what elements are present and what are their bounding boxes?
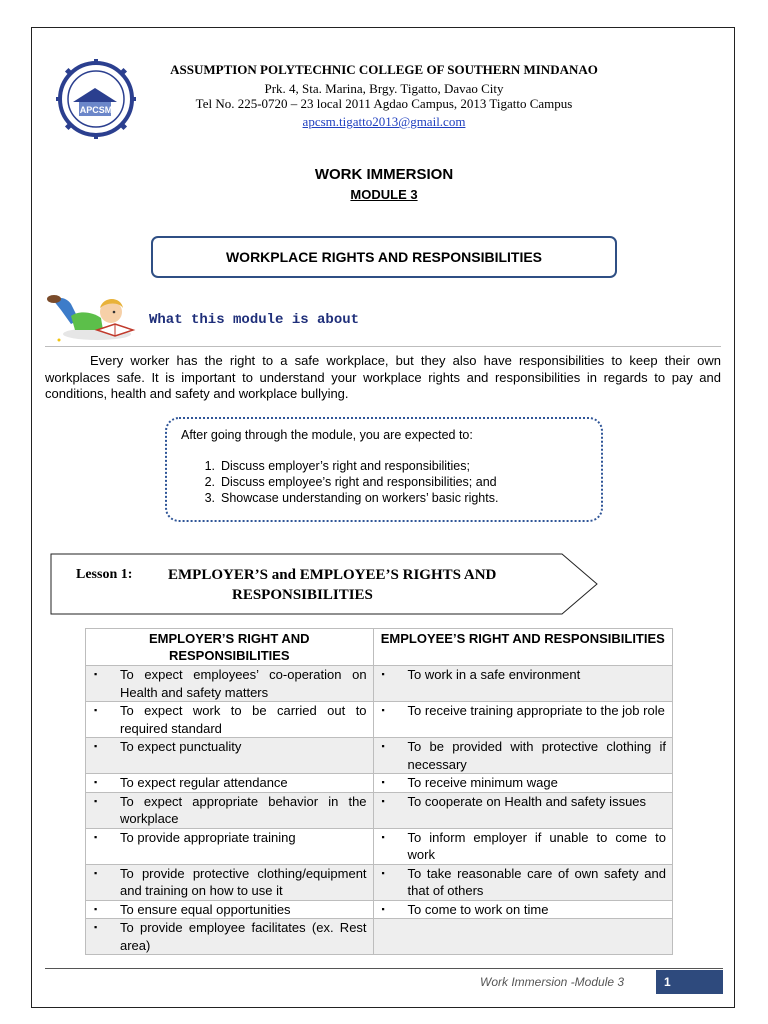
employee-cell [373,864,672,900]
employee-item-text: To come to work on time [407,901,549,917]
table-row [86,900,673,919]
employee-item-text: To receive training appropriate to the job role [407,703,665,718]
bullet-icon: ▪ [381,705,385,715]
table-row [86,666,673,702]
bullet-icon: ▪ [381,669,385,679]
module-about-heading: What this module is about [149,312,360,328]
objectives-intro: After going through the module, you are expected to: [181,428,473,442]
reading-child-illustration [45,290,145,346]
employee-item-text: To receive minimum wage [407,775,558,790]
objective-item: 2. Discuss employee’s right and responsibilities; and [204,475,497,489]
table-row [86,864,673,900]
table-row [86,774,673,793]
school-address: Prk. 4, Sta. Marina, Brgy. Tigatto, Davao City [264,81,504,96]
employee-item-text: To be provided with protective clothing if necessary [407,739,666,772]
employer-item-text: To ensure equal opportunities [120,901,291,917]
employee-item-text: To inform employer if unable to come to work [407,829,666,862]
employee-cell [373,702,672,738]
logo-text: APCSM [79,105,113,115]
table-row [86,828,673,864]
table-row [86,919,673,955]
employer-item-text: To expect regular attendance [120,775,288,790]
school-name: ASSUMPTION POLYTECHNIC COLLEGE OF SOUTHERN MINDANAO [170,62,598,77]
employee-cell [373,666,672,702]
employee-cell [373,900,672,919]
school-telephone: Tel No. 225-0720 – 23 local 2011 Agdao Campus, 2013 Tigatto Campus [195,96,573,111]
bullet-icon: ▪ [381,903,385,914]
bullet-icon: ▪ [94,922,98,932]
employer-item-text: To expect punctuality [120,739,242,754]
employee-item-text: To work in a safe environment [407,667,581,682]
lesson-title: EMPLOYER’S and EMPLOYEE’S RIGHTS AND RESPONSIBILITIES [168,567,497,603]
employer-cell [86,774,374,793]
employer-cell [86,666,374,702]
module-number: MODULE 3 [350,187,418,202]
lesson-number: Lesson 1: [76,567,133,582]
employee-cell [373,792,672,828]
bullet-icon: ▪ [381,741,385,751]
bullet-icon: ▪ [94,669,98,679]
bullet-icon: ▪ [94,831,98,842]
bullet-icon: ▪ [94,795,98,806]
employee-cell [373,828,672,864]
employee-cell [373,919,672,955]
employer-cell [86,828,374,864]
table-row [86,792,673,828]
employer-item-text: To provide employee facilitates (ex. Rest area) [120,920,367,953]
module-title: WORK IMMERSION [314,166,454,183]
bullet-icon: ▪ [94,705,98,715]
employee-column-header: EMPLOYEE’S RIGHT AND RESPONSIBILITIES [373,629,672,666]
objective-item: 3. Showcase understanding on workers’ basic rights. [204,491,499,505]
employee-item-text: To cooperate on Health and safety issues [407,793,647,809]
bullet-icon: ▪ [381,831,385,842]
table-header-row [86,629,673,666]
bullet-icon: ▪ [94,867,98,878]
employer-cell [86,864,374,900]
employer-column-header: EMPLOYER’S RIGHT AND RESPONSIBILITIES [86,629,374,666]
lesson-banner [50,553,598,615]
objectives-list [181,458,498,506]
employer-cell [86,792,374,828]
employer-cell [86,702,374,738]
section-divider [45,346,721,347]
employer-item-text: To expect appropriate behavior in the workplace [120,793,367,826]
bullet-icon: ▪ [94,903,98,914]
bullet-icon: ▪ [381,867,385,878]
learning-objectives-box [165,417,603,522]
bullet-icon: ▪ [94,777,98,787]
table-row [86,702,673,738]
bullet-icon: ▪ [381,777,385,787]
page-number: 1 [656,970,723,994]
employee-cell [373,738,672,774]
footer-divider [45,968,723,969]
employer-cell [86,919,374,955]
employer-item-text: To expect employees’ co-operation on Health and safety matters [120,667,367,700]
bullet-icon: ▪ [94,741,98,751]
employer-cell [86,738,374,774]
employer-item-text: To provide appropriate training [120,829,296,845]
topic-banner: WORKPLACE RIGHTS AND RESPONSIBILITIES [151,236,617,278]
rights-responsibilities-table [85,628,673,955]
bullet-icon: ▪ [381,795,385,806]
footer-label: Work Immersion -Module 3 [480,975,625,989]
employer-item-text: To provide protective clothing/equipment and training on how to use it [120,865,367,898]
employer-cell [86,900,374,919]
employee-cell [373,774,672,793]
intro-paragraph: Every worker has the right to a safe workplace, but they also have responsibilities to keep their own workplaces safe. It is important to understand your workplace rights and responsibilities in regards to pay and conditions, health and safety and workplace bullying. [45,353,721,401]
employee-item-text: To take reasonable care of own safety and that of others [407,865,666,898]
employer-item-text: To expect work to be carried out to required standard [120,703,367,736]
table-row [86,738,673,774]
school-email[interactable]: apcsm.tigatto2013@gmail.com [302,114,466,129]
objective-item: 1. Discuss employer’s right and responsibilities; [204,459,470,473]
